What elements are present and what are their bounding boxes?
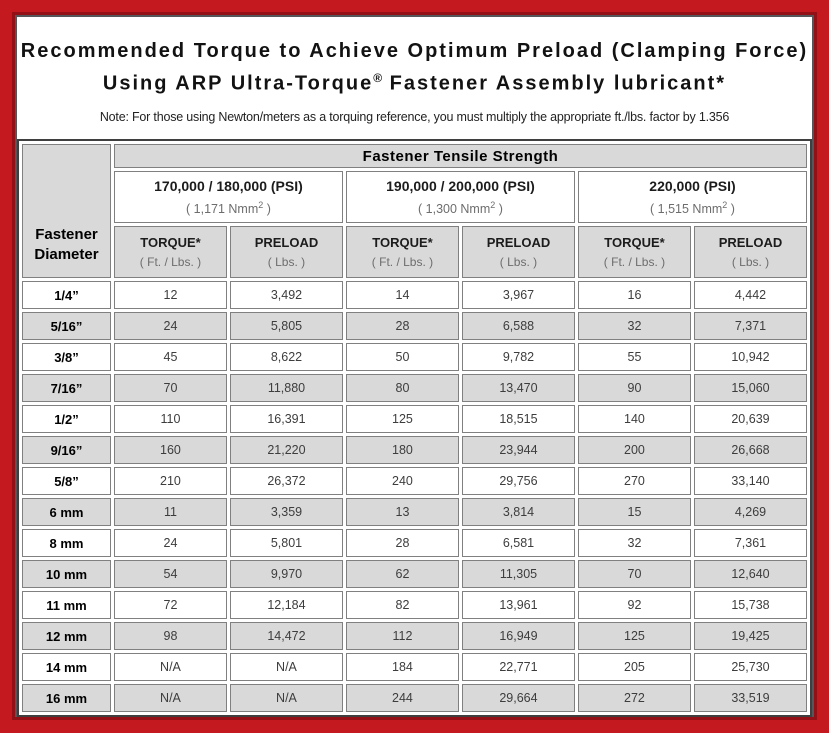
preload-value-cell: 33,519 [694,684,807,712]
torque-value-cell: 54 [114,560,227,588]
nmm-text: ) [263,202,271,217]
preload-value-cell: 3,814 [462,498,575,526]
table-row [22,529,807,557]
preload-value-cell: 9,782 [462,343,575,371]
preload-value-cell: 8,622 [230,343,343,371]
page-title-line1: Recommended Torque to Achieve Optimum Preload (Clamping Force) [20,40,809,62]
nmm-text: ( 1,171 Nmm [186,202,259,217]
preload-column-header [462,226,575,278]
preload-value-cell: 11,880 [230,374,343,402]
torque-unit: ( Ft. / Lbs. ) [371,255,434,269]
preload-unit: ( Lbs. ) [267,255,306,269]
fastener-diameter-cell: 1/2” [22,405,111,433]
preload-label: PRELOAD [718,235,783,250]
note-text: Note: For those using Newton/meters as a torquing reference, you must multiply the appropriate ft./lbs. factor by 1.356 [99,109,730,124]
fastener-diameter-cell: 9/16” [22,436,111,464]
table-row [22,281,807,309]
preload-value-cell: 13,470 [462,374,575,402]
preload-value-cell: N/A [230,653,343,681]
torque-value-cell: 15 [578,498,691,526]
sub-header-row [22,226,807,278]
psi-label: 170,000 / 180,000 (PSI) [154,177,303,194]
torque-value-cell: 16 [578,281,691,309]
psi-group-header-170-180 [114,171,343,223]
preload-value-cell: 18,515 [462,405,575,433]
torque-value-cell: N/A [114,653,227,681]
preload-value-cell: 22,771 [462,653,575,681]
page-title-line2 [17,71,812,96]
torque-label: TORQUE* [140,235,201,250]
preload-value-cell: 6,581 [462,529,575,557]
fastener-diameter-cell: 12 mm [22,622,111,650]
table-row [22,405,807,433]
torque-value-cell: 90 [578,374,691,402]
table-row [22,436,807,464]
torque-value-cell: 98 [114,622,227,650]
preload-value-cell: 12,640 [694,560,807,588]
torque-value-cell: 140 [578,405,691,433]
torque-value-cell: 240 [346,467,459,495]
title-line2-pre: Using ARP Ultra-Torque [102,72,374,95]
torque-unit: ( Ft. / Lbs. ) [603,255,666,269]
nmm-text: ( 1,515 Nmm [650,202,723,217]
fastener-diameter-cell: 5/16” [22,312,111,340]
psi-label: 190,000 / 200,000 (PSI) [386,177,535,194]
title-line2-post: Fastener Assembly lubricant* [382,72,727,95]
tensile-strength-header: Fastener Tensile Strength [114,144,807,168]
psi-group-header-220 [578,171,807,223]
torque-column-header [346,226,459,278]
fastener-diameter-cell: 16 mm [22,684,111,712]
preload-value-cell: 6,588 [462,312,575,340]
preload-label: PRELOAD [254,235,319,250]
preload-value-cell: 20,639 [694,405,807,433]
preload-value-cell: N/A [230,684,343,712]
torque-value-cell: 32 [578,529,691,557]
psi-group-header-row [22,171,807,223]
preload-value-cell: 13,961 [462,591,575,619]
table-row [22,467,807,495]
torque-value-cell: 180 [346,436,459,464]
preload-value-cell: 12,184 [230,591,343,619]
preload-value-cell: 19,425 [694,622,807,650]
table-row [22,653,807,681]
table-row [22,312,807,340]
preload-value-cell: 10,942 [694,343,807,371]
preload-value-cell: 5,801 [230,529,343,557]
torque-label: TORQUE* [372,235,433,250]
preload-value-cell: 3,359 [230,498,343,526]
table-row [22,374,807,402]
torque-value-cell: 272 [578,684,691,712]
table-row [22,498,807,526]
preload-column-header [694,226,807,278]
nmm-superscript: 2 [258,199,264,210]
preload-label: PRELOAD [486,235,551,250]
torque-value-cell: 244 [346,684,459,712]
fastener-diameter-cell: 14 mm [22,653,111,681]
torque-value-cell: 160 [114,436,227,464]
fastener-diameter-cell: 1/4” [22,281,111,309]
torque-value-cell: 210 [114,467,227,495]
nmm-text: ) [727,202,735,217]
preload-value-cell: 15,738 [694,591,807,619]
preload-value-cell: 7,361 [694,529,807,557]
torque-value-cell: 72 [114,591,227,619]
torque-value-cell: 92 [578,591,691,619]
torque-table-body [22,281,807,712]
preload-value-cell: 9,970 [230,560,343,588]
preload-value-cell: 29,664 [462,684,575,712]
torque-value-cell: 62 [346,560,459,588]
nmm-text: ) [495,202,503,217]
preload-value-cell: 5,805 [230,312,343,340]
preload-value-cell: 26,668 [694,436,807,464]
preload-value-cell: 14,472 [230,622,343,650]
torque-value-cell: 110 [114,405,227,433]
preload-value-cell: 16,391 [230,405,343,433]
preload-value-cell: 25,730 [694,653,807,681]
fastener-diameter-cell: 3/8” [22,343,111,371]
nmm-superscript: 2 [722,199,728,210]
preload-unit: ( Lbs. ) [499,255,538,269]
preload-value-cell: 11,305 [462,560,575,588]
preload-value-cell: 4,269 [694,498,807,526]
table-row [22,343,807,371]
fastener-diameter-header [22,144,111,278]
torque-value-cell: 205 [578,653,691,681]
torque-value-cell: 70 [578,560,691,588]
torque-value-cell: 112 [346,622,459,650]
table-row [22,560,807,588]
nmm-label [347,200,574,216]
preload-value-cell: 23,944 [462,436,575,464]
torque-value-cell: 45 [114,343,227,371]
torque-value-cell: 13 [346,498,459,526]
nmm-text: ( 1,300 Nmm [418,202,491,217]
psi-label: 220,000 (PSI) [649,177,736,194]
torque-value-cell: 14 [346,281,459,309]
preload-value-cell: 3,967 [462,281,575,309]
torque-value-cell: 28 [346,312,459,340]
table-row [22,684,807,712]
torque-value-cell: N/A [114,684,227,712]
preload-value-cell: 15,060 [694,374,807,402]
torque-value-cell: 55 [578,343,691,371]
preload-value-cell: 21,220 [230,436,343,464]
preload-value-cell: 16,949 [462,622,575,650]
fastener-diameter-cell: 10 mm [22,560,111,588]
preload-value-cell: 7,371 [694,312,807,340]
torque-value-cell: 270 [578,467,691,495]
torque-column-header [578,226,691,278]
tensile-header-row [22,144,807,168]
registered-trademark-symbol: ® [373,71,383,85]
torque-value-cell: 24 [114,529,227,557]
preload-value-cell: 26,372 [230,467,343,495]
nmm-superscript: 2 [490,199,496,210]
torque-value-cell: 125 [346,405,459,433]
preload-column-header [230,226,343,278]
fastener-diameter-cell: 7/16” [22,374,111,402]
psi-group-header-190-200 [346,171,575,223]
torque-value-cell: 24 [114,312,227,340]
preload-value-cell: 29,756 [462,467,575,495]
torque-column-header [114,226,227,278]
fastener-diameter-cell: 8 mm [22,529,111,557]
torque-value-cell: 32 [578,312,691,340]
torque-value-cell: 70 [114,374,227,402]
preload-unit: ( Lbs. ) [731,255,770,269]
preload-value-cell: 33,140 [694,467,807,495]
torque-value-cell: 184 [346,653,459,681]
fastener-diameter-cell: 5/8” [22,467,111,495]
fastener-diameter-cell: 6 mm [22,498,111,526]
table-row [22,591,807,619]
torque-value-cell: 11 [114,498,227,526]
torque-value-cell: 80 [346,374,459,402]
nmm-label [115,200,342,216]
torque-value-cell: 200 [578,436,691,464]
title-block [17,17,812,139]
nmm-label [579,200,806,216]
torque-value-cell: 12 [114,281,227,309]
torque-value-cell: 50 [346,343,459,371]
torque-table [17,139,812,717]
preload-value-cell: 3,492 [230,281,343,309]
content-panel [15,15,814,717]
fastener-diameter-cell: 11 mm [22,591,111,619]
torque-value-cell: 28 [346,529,459,557]
torque-value-cell: 125 [578,622,691,650]
torque-value-cell: 82 [346,591,459,619]
torque-unit: ( Ft. / Lbs. ) [139,255,202,269]
fastener-diameter-header-line2: Diameter [34,245,99,263]
preload-value-cell: 4,442 [694,281,807,309]
torque-label: TORQUE* [604,235,665,250]
table-row [22,622,807,650]
fastener-diameter-header-line1: Fastener [35,225,98,243]
